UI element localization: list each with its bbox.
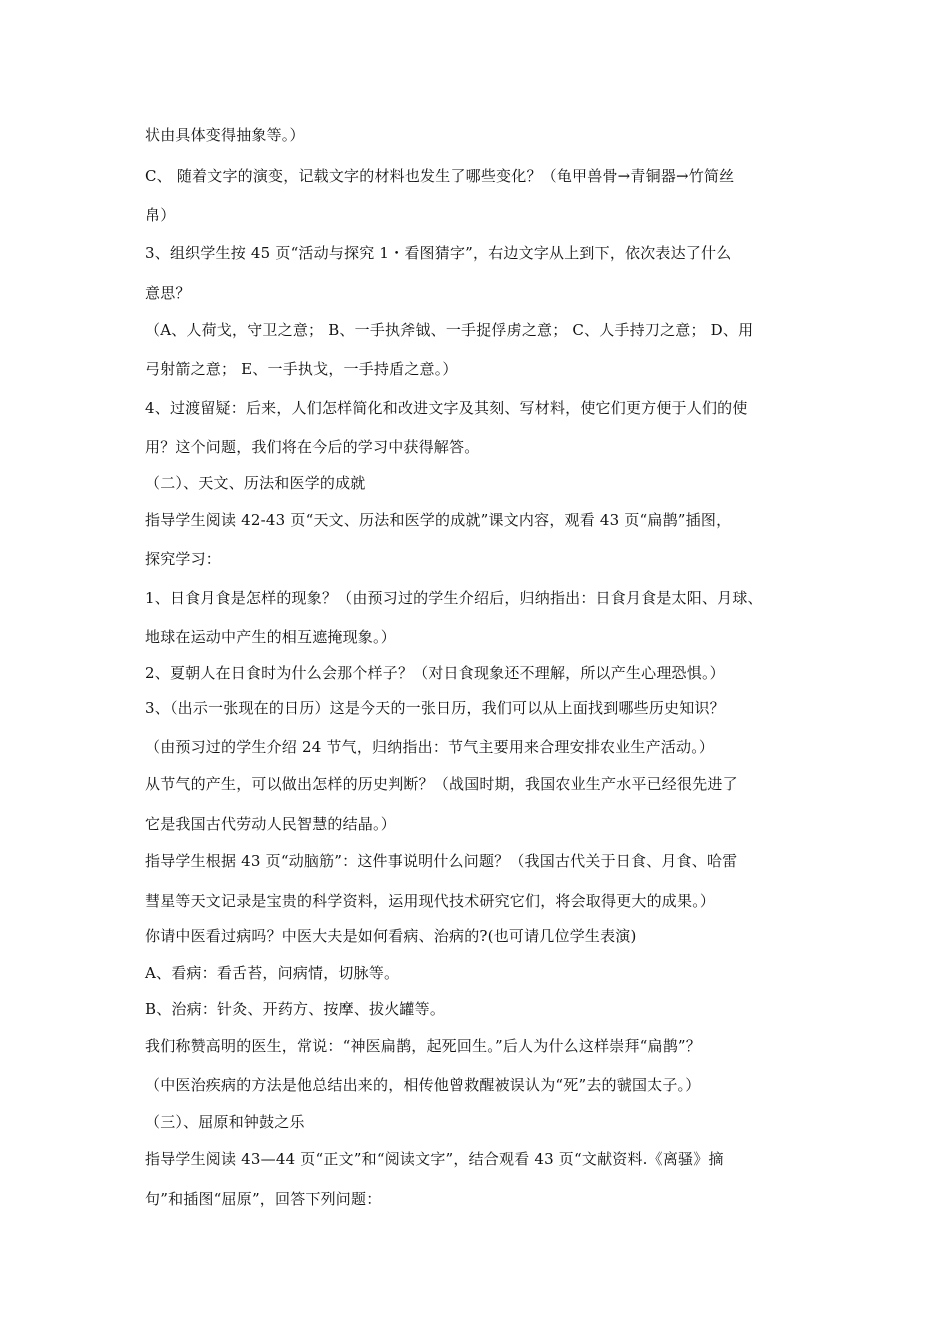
text-line: 探究学习： xyxy=(145,550,222,568)
text-line: 用？这个问题，我们将在今后的学习中获得解答。 xyxy=(145,438,480,456)
section-heading: （二）、天文、历法和医学的成就 xyxy=(145,474,366,492)
text-line: 彗星等天文记录是宝贵的科学资料，运用现代技术研究它们，将会取得更大的成果。） xyxy=(145,892,716,910)
text-line: （A、人荷戈，守卫之意； B、一手执斧钺、一手捉俘虏之意； C、人手持刀之意； D、用 xyxy=(145,321,754,339)
text-line: （由预习过的学生介绍 24 节气，归纳指出：节气主要用来合理安排农业生产活动。） xyxy=(145,738,715,756)
text-line: B、治病：针灸、开药方、按摩、拔火罐等。 xyxy=(145,1000,446,1018)
text-line: 2、夏朝人在日食时为什么会那个样子？（对日食现象还不理解，所以产生心理恐惧。） xyxy=(145,664,725,682)
text-line: 1、日食月食是怎样的现象？（由预习过的学生介绍后，归纳指出：日食月食是太阳、月球、 xyxy=(145,589,763,607)
text-line: 地球在运动中产生的相互遮掩现象。） xyxy=(145,628,396,646)
text-line: 从节气的产生，可以做出怎样的历史判断？（战国时期，我国农业生产水平已经很先进了 xyxy=(145,775,738,793)
text-line: 4、过渡留疑：后来，人们怎样简化和改进文字及其刻、写材料，使它们更方便于人们的使 xyxy=(145,399,748,417)
text-line: 指导学生阅读 43—44 页“正文”和“阅读文字”，结合观看 43 页“文献资料.《离骚》摘 xyxy=(145,1150,724,1168)
text-line: 弓射箭之意； E、一手执戈，一手持盾之意。） xyxy=(145,360,458,378)
text-line: 3、（出示一张现在的日历）这是今天的一张日历，我们可以从上面找到哪些历史知识？ xyxy=(145,699,725,717)
text-line: 3、组织学生按 45 页“活动与探究 1・看图猜字”，右边文字从上到下，依次表达了什么 xyxy=(145,244,732,262)
text-line: C、 随着文字的演变，记载文字的材料也发生了哪些变化？（龟甲兽骨→青铜器→竹简丝 xyxy=(145,167,735,185)
text-line: 意思？ xyxy=(145,284,191,302)
text-line: 我们称赞高明的医生，常说：“神医扁鹊，起死回生。”后人为什么这样崇拜“扁鹊”？ xyxy=(145,1037,701,1055)
text-line: 句”和插图“屈原”，回答下列问题： xyxy=(145,1190,382,1208)
text-line: 状由具体变得抽象等。） xyxy=(145,126,305,144)
text-line: 帛） xyxy=(145,206,176,224)
text-line: 它是我国古代劳动人民智慧的结晶。） xyxy=(145,815,396,833)
text-line: 你请中医看过病吗？中医大夫是如何看病、治病的?(也可请几位学生表演) xyxy=(145,927,637,945)
text-line: 指导学生阅读 42-43 页“天文、历法和医学的成就”课文内容，观看 43 页“扁鹊”插图， xyxy=(145,511,732,529)
section-heading: （三）、屈原和钟鼓之乐 xyxy=(145,1113,305,1131)
text-line: A、看病：看舌苔，问病情，切脉等。 xyxy=(145,964,400,982)
text-line: （中医治疾病的方法是他总结出来的，相传他曾救醒被误认为“死”去的虢国太子。） xyxy=(145,1076,701,1094)
text-line: 指导学生根据 43 页“动脑筋”：这件事说明什么问题？（我国古代关于日食、月食、哈雷 xyxy=(145,852,738,870)
